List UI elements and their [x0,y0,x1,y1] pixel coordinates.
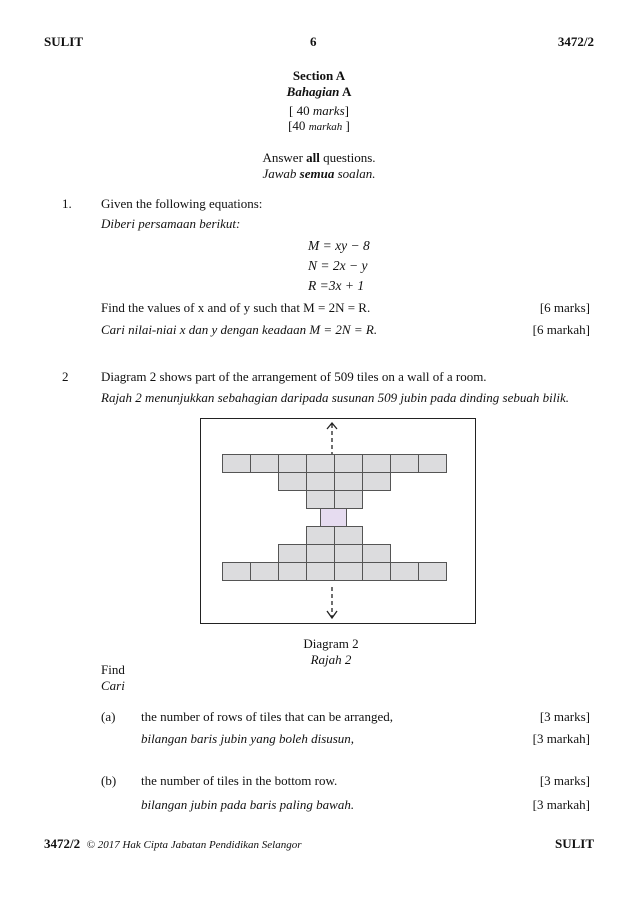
tile [278,454,307,473]
section-markah: [40 markah ] [288,118,350,133]
q2-number: 2 [62,369,69,384]
tile [334,562,363,581]
part-b-label: (b) [101,773,117,788]
tile [306,490,335,509]
tile [250,454,279,473]
part-a-text: the number of rows of tiles that can be arranged, [141,709,393,724]
tile [334,472,363,491]
q1-marks-ms: [6 markah] [532,322,590,337]
tile [390,454,419,473]
tile [278,472,307,491]
q1-equation-m: M = xy − 8 [308,238,370,253]
part-a-marks: [3 marks] [539,709,590,724]
tile [222,562,251,581]
tile [306,472,335,491]
diagram-caption: Diagram 2 [303,636,359,651]
part-b-marks: [3 marks] [539,773,590,788]
section-marks: [ 40 marks] [289,103,349,118]
q1-number: 1. [62,196,72,211]
q1-equation-r: R =3x + 1 [308,278,365,293]
q2-stem-ms: Rajah 2 menunjukkan sebahagian daripada susunan 509 jubin pada dinding sebuah bilik. [101,390,569,405]
q1-task-ms: Cari nilai-niai x dan y dengan keadaan M = 2N = R. [101,322,378,337]
tile [362,472,391,491]
q1-marks: [6 marks] [539,300,590,315]
part-b-text: the number of tiles in the bottom row. [141,773,338,788]
part-a-label: (a) [101,709,116,724]
tile [278,562,307,581]
header-paper-code: 3472/2 [557,34,594,49]
tile [320,508,347,527]
q1-stem: Given the following equations: [101,196,263,211]
instruction: Answer all questions. [262,150,376,165]
tile [334,544,363,563]
part-a-text-ms: bilangan baris jubin yang boleh disusun, [141,731,355,746]
part-a-marks-ms: [3 markah] [532,731,590,746]
tile [306,544,335,563]
tile [222,454,251,473]
header-sulit: SULIT [44,34,84,49]
q1-equation-n: N = 2x − y [308,258,368,273]
tile [250,562,279,581]
find-label-ms: Cari [101,678,125,693]
section-title-ms: Bahagian A [286,84,352,99]
tile [362,454,391,473]
footer-left: 3472/2 © 2017 Hak Cipta Jabatan Pendidikan Selangor [44,836,302,851]
page-number: 6 [310,34,317,49]
diagram-caption-ms: Rajah 2 [310,652,352,667]
q1-stem-ms: Diberi persamaan berikut: [101,216,241,231]
q2-stem: Diagram 2 shows part of the arrangement of 509 tiles on a wall of a room. [101,369,487,384]
tile-diagram [200,418,476,624]
q1-task: Find the values of x and of y such that M = 2N = R. [101,300,371,315]
part-b-text-ms: bilangan jubin pada baris paling bawah. [141,797,355,812]
tile [418,454,447,473]
tile [362,544,391,563]
tile [306,526,335,545]
tile [278,544,307,563]
arrow-down-icon [326,585,338,621]
tile [334,454,363,473]
tile [306,562,335,581]
section-title: Section A [292,68,346,83]
instruction-ms: Jawab semua soalan. [262,166,376,181]
part-b-marks-ms: [3 markah] [532,797,590,812]
tile [334,490,363,509]
footer-sulit: SULIT [554,836,594,851]
tile [306,454,335,473]
tile [362,562,391,581]
arrow-up-icon [326,421,338,457]
find-label: Find [101,662,125,677]
tile [334,526,363,545]
tile [418,562,447,581]
tile [390,562,419,581]
